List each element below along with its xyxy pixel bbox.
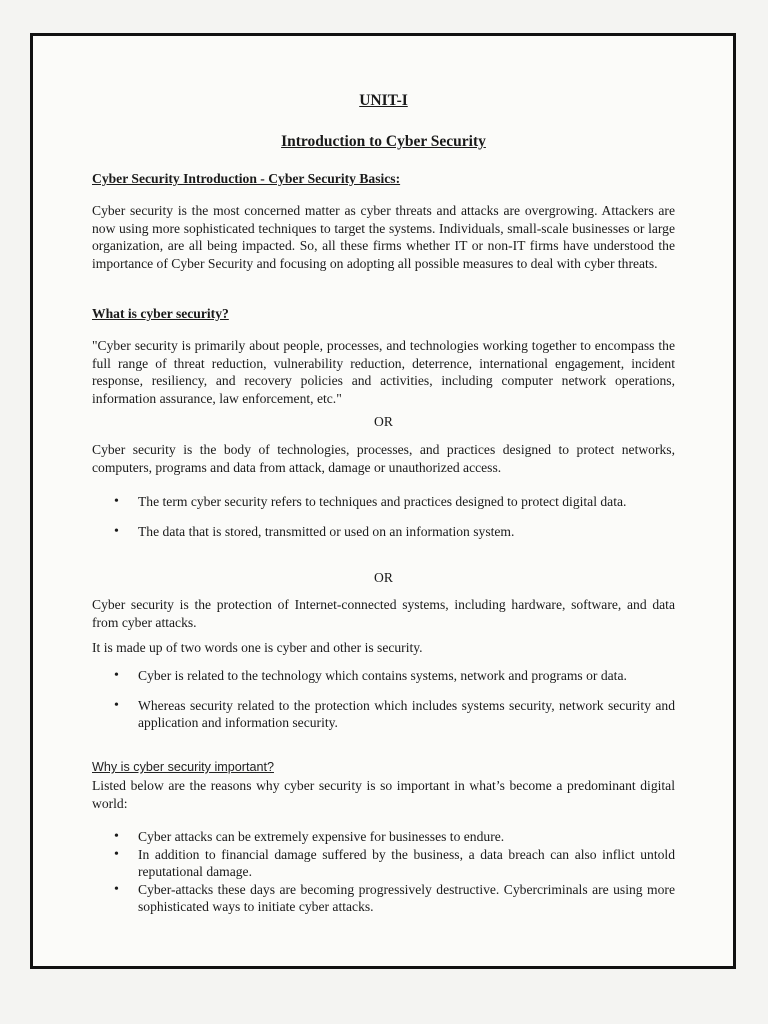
page-title: Introduction to Cyber Security xyxy=(281,133,486,150)
list-item: • In addition to financial damage suffered by the business, a data breach can also inflict untold reputational damage. xyxy=(92,846,675,881)
list-item: • Cyber attacks can be extremely expensive for businesses to endure. xyxy=(92,828,675,846)
definition-body: Cyber security is the body of technologies, processes, and practices designed to protect networks, computers, programs and data from attack, damage or unauthorized access. xyxy=(92,442,675,475)
intro-paragraph: Cyber security is the most concerned matter as cyber threats and attacks are overgrowing. Attackers are now using more sophisticated techniques to target the systems. Individuals, small-scale businesses or large organization, are all being impacted. So, all these firms whether IT or non-IT firms have understood the importance of Cyber Security and focusing on adopting all possible measures to deal with cyber threats. xyxy=(92,203,675,271)
or-separator-2: OR xyxy=(374,570,393,585)
list-item: • Cyber is related to the technology which contains systems, network and programs or data. xyxy=(92,667,675,685)
list-item: • The data that is stored, transmitted or used on an information system. xyxy=(92,523,675,541)
definition-quote: "Cyber security is primarily about people, processes, and technologies working together to encompass the full range of threat reduction, vulnerability reduction, deterrence, international engagement, incident response, resiliency, and recovery policies and activities, including computer network operations, information assurance, law enforcement, etc." xyxy=(92,338,675,406)
intro-heading: Cyber Security Introduction - Cyber Security Basics: xyxy=(92,171,401,186)
why-paragraph: Listed below are the reasons why cyber security is so important in what’s become a predominant digital world: xyxy=(92,778,675,811)
list-item: • Whereas security related to the protection which includes systems security, network security and application and information security. xyxy=(92,697,675,732)
unit-title: UNIT-I xyxy=(359,92,408,109)
what-heading: What is cyber security? xyxy=(92,306,229,321)
bullet-list-2 xyxy=(92,667,675,744)
list-item: • The term cyber security refers to techniques and practices designed to protect digital data. xyxy=(92,493,675,511)
definition-protection: Cyber security is the protection of Internet-connected systems, including hardware, software, and data from cyber attacks. xyxy=(92,597,675,630)
two-words-paragraph: It is made up of two words one is cyber and other is security. xyxy=(92,640,423,655)
why-heading: Why is cyber security important? xyxy=(92,760,274,774)
list-item: • Cyber-attacks these days are becoming progressively destructive. Cybercriminals are using more sophisticated ways to initiate cyber attacks. xyxy=(92,881,675,916)
bullet-list-1 xyxy=(92,493,675,552)
bullet-list-3 xyxy=(92,828,675,916)
or-separator-1: OR xyxy=(374,414,393,429)
